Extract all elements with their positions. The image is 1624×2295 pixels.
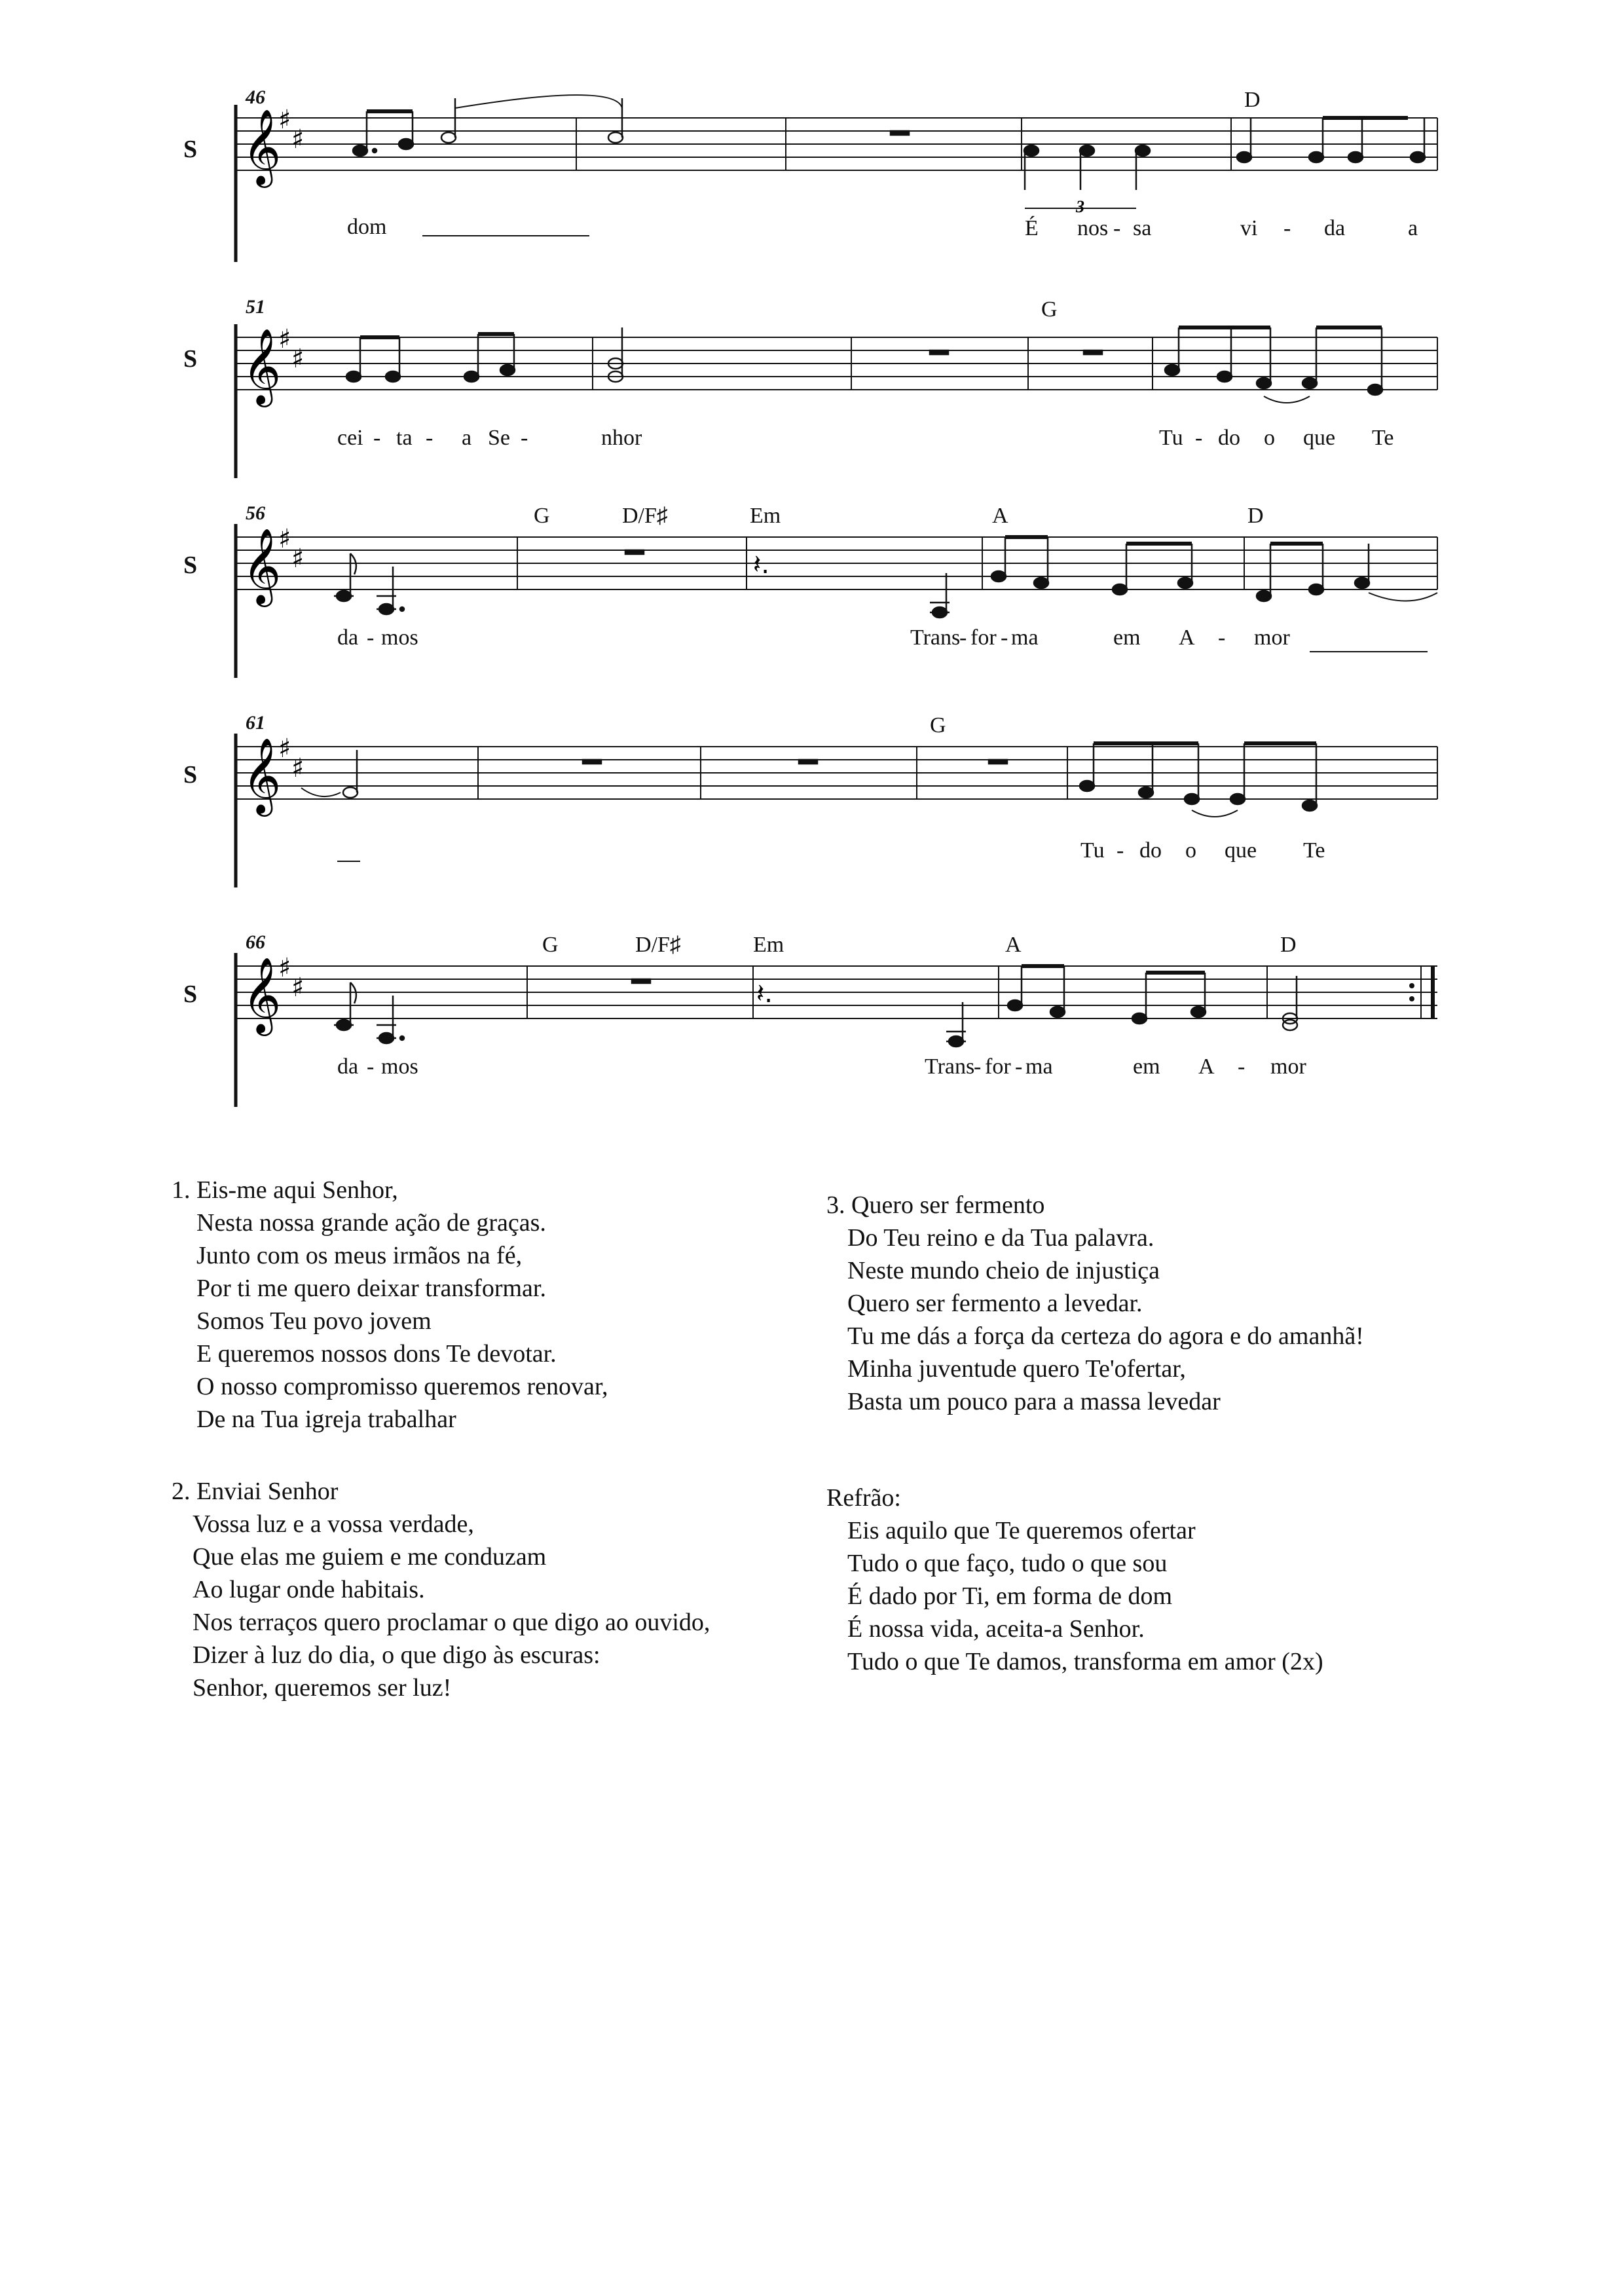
lyric-syllable: do — [1139, 838, 1162, 863]
lyric-syllable: ta — [396, 426, 413, 450]
measure-number: 66 — [246, 931, 265, 953]
verse-line: Minha juventude quero Te'ofertar, — [847, 1355, 1186, 1383]
svg-text:♯: ♯ — [278, 734, 291, 764]
svg-text:♯: ♯ — [291, 973, 304, 1003]
verse-3 — [826, 1189, 1364, 1418]
lyric-syllable: que — [1225, 838, 1257, 863]
staff-system-4 — [196, 704, 1441, 914]
lyric-syllable: A — [1198, 1054, 1215, 1079]
measure-number: 46 — [246, 86, 265, 108]
part-label: S — [183, 980, 198, 1008]
svg-text:♯: ♯ — [291, 124, 304, 155]
refrain-line: Eis aquilo que Te queremos ofertar — [847, 1517, 1196, 1544]
lyric-syllable: Trans — [925, 1054, 975, 1079]
lyric-syllable: - — [974, 1054, 982, 1079]
treble-clef-icon: 𝄞 — [242, 327, 282, 404]
refrain-heading: Refrão: — [826, 1484, 901, 1512]
chord-symbol: D — [1247, 504, 1264, 528]
lyric-syllable: ma — [1011, 625, 1039, 650]
verse-line: Nos terraços quero proclamar o que digo ao ouvido, — [193, 1609, 710, 1636]
lyric-syllable: sa — [1133, 216, 1152, 240]
svg-text:♯: ♯ — [278, 524, 291, 554]
lyric-syllable: - — [426, 426, 434, 450]
lyric-syllable: Trans — [910, 625, 961, 650]
chord-symbol: Em — [753, 933, 784, 957]
lyric-syllable: do — [1218, 426, 1240, 450]
verse-line: E queremos nossos dons Te devotar. — [196, 1340, 557, 1368]
refrain-line: É dado por Ti, em forma de dom — [847, 1582, 1173, 1610]
lyric-syllable: a — [1408, 216, 1418, 240]
lyric-syllable: - — [367, 1054, 375, 1079]
score-system-2 — [183, 288, 1441, 498]
lyric-syllable: - — [1113, 216, 1121, 240]
chord-symbol: Em — [750, 504, 781, 528]
lyric-syllable: o — [1185, 838, 1196, 863]
tuplet-number: 3 — [1076, 197, 1084, 216]
lyric-syllable: A — [1179, 625, 1195, 650]
svg-text:𝄽.: 𝄽. — [756, 979, 773, 1009]
lyric-syllable: nhor — [601, 426, 642, 450]
verse-line: De na Tua igreja trabalhar — [196, 1406, 456, 1433]
svg-text:♯: ♯ — [291, 344, 304, 374]
chord-symbol: G — [534, 504, 550, 528]
staff-system-1 — [196, 79, 1441, 288]
lyric-syllable: Tu — [1159, 426, 1183, 450]
lyric-syllable: Te — [1372, 426, 1394, 450]
part-label: S — [183, 761, 198, 789]
svg-text:♯: ♯ — [278, 324, 291, 354]
score-system-5 — [183, 924, 1441, 1133]
lyric-syllable: da — [337, 1054, 359, 1079]
lyric-syllable: - — [367, 625, 375, 650]
lyric-syllable: - — [1283, 216, 1291, 240]
verse-line: Quero ser fermento a levedar. — [847, 1290, 1143, 1317]
treble-clef-icon: 𝄞 — [242, 527, 282, 604]
verse-line: Tu me dás a força da certeza do agora e do amanhã! — [847, 1322, 1364, 1350]
part-label: S — [183, 136, 198, 163]
lyric-syllable: - — [1238, 1054, 1246, 1079]
verse-1 — [172, 1174, 608, 1436]
lyric-syllable: - — [1015, 1054, 1023, 1079]
refrain-line: Tudo o que faço, tudo o que sou — [847, 1550, 1168, 1577]
verse-line: Junto com os meus irmãos na fé, — [196, 1242, 523, 1269]
verse-line: Senhor, queremos ser luz! — [193, 1674, 452, 1702]
score-system-4 — [183, 704, 1441, 914]
svg-text:𝄽.: 𝄽. — [753, 550, 769, 580]
verse-heading: 2. Enviai Senhor — [172, 1478, 339, 1505]
verse-heading: 1. Eis-me aqui Senhor, — [172, 1176, 398, 1204]
chord-symbol: D/F♯ — [622, 504, 668, 528]
score-system-3 — [183, 494, 1441, 704]
chord-symbol: A — [992, 504, 1008, 528]
treble-clef-icon: 𝄞 — [242, 956, 282, 1033]
verse-line: Dizer à luz do dia, o que digo às escuras: — [193, 1641, 600, 1669]
svg-text:♯: ♯ — [291, 544, 304, 574]
svg-text:♯: ♯ — [278, 953, 291, 983]
verse-line: Ao lugar onde habitais. — [193, 1576, 425, 1603]
lyric-syllable: - — [521, 426, 528, 450]
verse-line: O nosso compromisso queremos renovar, — [196, 1373, 608, 1400]
lyric-syllable: Tu — [1080, 838, 1105, 863]
svg-text:♯: ♯ — [291, 753, 304, 783]
verse-line: Por ti me quero deixar transformar. — [196, 1275, 546, 1302]
part-label: S — [183, 551, 198, 579]
measure-number: 61 — [246, 712, 265, 734]
lyric-syllable: a — [462, 426, 472, 450]
lyric-syllable: - — [373, 426, 381, 450]
chord-symbol: D — [1280, 933, 1297, 957]
lyric-syllable: dom — [347, 215, 387, 239]
chord-symbol: D — [1244, 88, 1261, 112]
chord-symbol: G — [930, 713, 946, 737]
refrain-line: Tudo o que Te damos, transforma em amor (2x) — [847, 1648, 1323, 1675]
chord-symbol: G — [542, 933, 559, 957]
lyric-syllable: ma — [1025, 1054, 1053, 1079]
verse-line: Do Teu reino e da Tua palavra. — [847, 1224, 1154, 1252]
chord-symbol: D/F♯ — [635, 933, 681, 957]
verse-line: Nesta nossa grande ação de graças. — [196, 1209, 546, 1237]
verse-line: Neste mundo cheio de injustiça — [847, 1257, 1160, 1284]
lyric-syllable: nos — [1077, 216, 1109, 240]
measure-number: 51 — [246, 296, 265, 318]
verse-line: Vossa luz e a vossa verdade, — [193, 1510, 474, 1538]
lyric-syllable: vi — [1240, 216, 1258, 240]
lyric-syllable: for — [985, 1054, 1011, 1079]
refrain — [826, 1482, 1323, 1678]
verse-2 — [172, 1475, 710, 1704]
lyric-syllable: É — [1025, 216, 1039, 240]
chord-symbol: G — [1041, 297, 1058, 322]
lyric-syllable: - — [1218, 625, 1226, 650]
staff-system-3 — [196, 494, 1441, 704]
lyric-syllable: o — [1264, 426, 1275, 450]
lyric-syllable: for — [970, 625, 997, 650]
chord-symbol: A — [1005, 933, 1022, 957]
treble-clef-icon: 𝄞 — [242, 108, 282, 185]
lyric-syllable: em — [1133, 1054, 1160, 1079]
lyric-syllable: cei — [337, 426, 363, 450]
verse-heading: 3. Quero ser fermento — [826, 1191, 1045, 1219]
lyric-syllable: - — [1001, 625, 1008, 650]
lyric-syllable: - — [959, 625, 967, 650]
lyric-syllable: mor — [1270, 1054, 1306, 1079]
svg-text:♯: ♯ — [278, 105, 291, 135]
verse-line: Basta um pouco para a massa levedar — [847, 1388, 1221, 1415]
refrain-line: É nossa vida, aceita-a Senhor. — [847, 1615, 1145, 1643]
lyric-syllable: da — [1324, 216, 1346, 240]
lyric-syllable: mos — [381, 625, 418, 650]
lyric-syllable: em — [1113, 625, 1141, 650]
lyric-syllable: - — [1116, 838, 1124, 863]
score-system-1 — [183, 79, 1441, 288]
lyric-syllable: mor — [1254, 625, 1290, 650]
verse-line: Que elas me guiem e me conduzam — [193, 1543, 547, 1571]
lyric-syllable: - — [1195, 426, 1203, 450]
measure-number: 56 — [246, 502, 265, 524]
lyric-syllable: que — [1303, 426, 1336, 450]
lyric-syllable: Te — [1303, 838, 1325, 863]
lyric-syllable: mos — [381, 1054, 418, 1079]
treble-clef-icon: 𝄞 — [242, 737, 282, 813]
part-label: S — [183, 345, 198, 373]
verse-line: Somos Teu povo jovem — [196, 1307, 432, 1335]
lyric-syllable: da — [337, 625, 359, 650]
staff-system-5 — [196, 924, 1441, 1133]
staff-system-2 — [196, 288, 1441, 498]
lyric-syllable: Se — [488, 426, 510, 450]
